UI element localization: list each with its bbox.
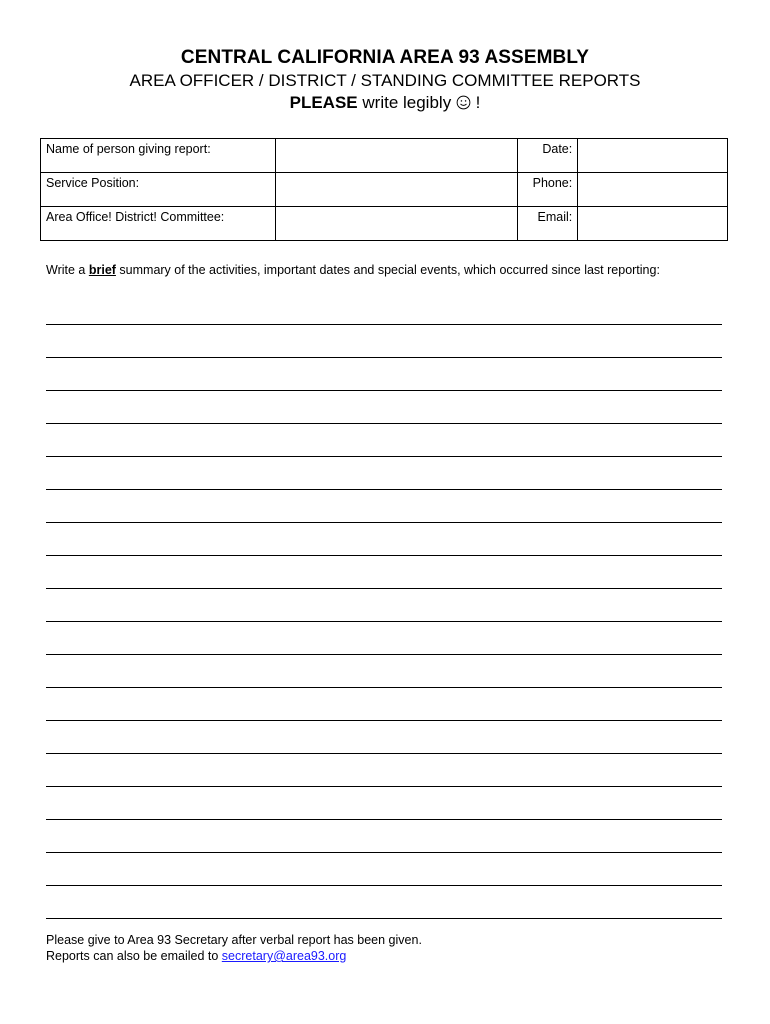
writing-line[interactable] xyxy=(46,786,722,787)
writing-line[interactable] xyxy=(46,357,722,358)
instruction-after: summary of the activities, important dates and special events, which occurred since last reporting: xyxy=(115,263,660,277)
footer-line-2-prefix: Reports can also be emailed to xyxy=(46,949,222,963)
writing-line[interactable] xyxy=(46,390,722,391)
writing-line[interactable] xyxy=(46,654,722,655)
area-office-field[interactable] xyxy=(275,207,518,241)
writing-line[interactable] xyxy=(46,456,722,457)
writing-line[interactable] xyxy=(46,423,722,424)
please-emphasis: PLEASE xyxy=(289,93,358,112)
service-position-field[interactable] xyxy=(275,173,518,207)
please-text: write legibly xyxy=(357,93,456,112)
secretary-email-link[interactable]: secretary@area93.org xyxy=(221,949,347,963)
footer-note xyxy=(46,932,422,964)
service-position-label: Service Position: xyxy=(41,173,276,207)
footer-line-2 xyxy=(46,948,422,964)
phone-label: Phone: xyxy=(518,173,578,207)
writing-line[interactable] xyxy=(46,489,722,490)
writing-line[interactable] xyxy=(46,687,722,688)
name-label: Name of person giving report: xyxy=(41,139,276,173)
writing-line[interactable] xyxy=(46,555,722,556)
document-subtitle: AREA OFFICER / DISTRICT / STANDING COMMITTEE REPORTS xyxy=(129,71,641,90)
writing-line[interactable] xyxy=(46,621,722,622)
writing-line[interactable] xyxy=(46,324,722,325)
footer-line-1: Please give to Area 93 Secretary after verbal report has been given. xyxy=(46,933,422,947)
writing-line[interactable] xyxy=(46,852,722,853)
smiley-icon xyxy=(456,95,471,110)
email-label: Email: xyxy=(518,207,578,241)
writing-line[interactable] xyxy=(46,522,722,523)
name-field[interactable] xyxy=(275,139,518,173)
reporter-info-table xyxy=(40,138,728,241)
please-end: ! xyxy=(470,93,481,112)
table-row xyxy=(41,139,728,173)
date-label: Date: xyxy=(518,139,578,173)
document-header xyxy=(0,46,770,114)
phone-field[interactable] xyxy=(578,173,728,207)
writing-line[interactable] xyxy=(46,588,722,589)
instruction-emphasis: brief xyxy=(88,263,116,277)
document-title: CENTRAL CALIFORNIA AREA 93 ASSEMBLY xyxy=(180,47,590,68)
legibility-note xyxy=(0,92,770,114)
table-row xyxy=(41,207,728,241)
writing-line[interactable] xyxy=(46,819,722,820)
writing-line[interactable] xyxy=(46,753,722,754)
date-field[interactable] xyxy=(578,139,728,173)
writing-line[interactable] xyxy=(46,720,722,721)
writing-line[interactable] xyxy=(46,885,722,886)
instruction-before: Write a xyxy=(46,263,89,277)
summary-instruction xyxy=(46,263,660,277)
writing-line[interactable] xyxy=(46,918,722,919)
area-office-label: Area Office! District! Committee: xyxy=(41,207,276,241)
email-field[interactable] xyxy=(578,207,728,241)
writing-area[interactable] xyxy=(46,324,722,951)
table-row xyxy=(41,173,728,207)
